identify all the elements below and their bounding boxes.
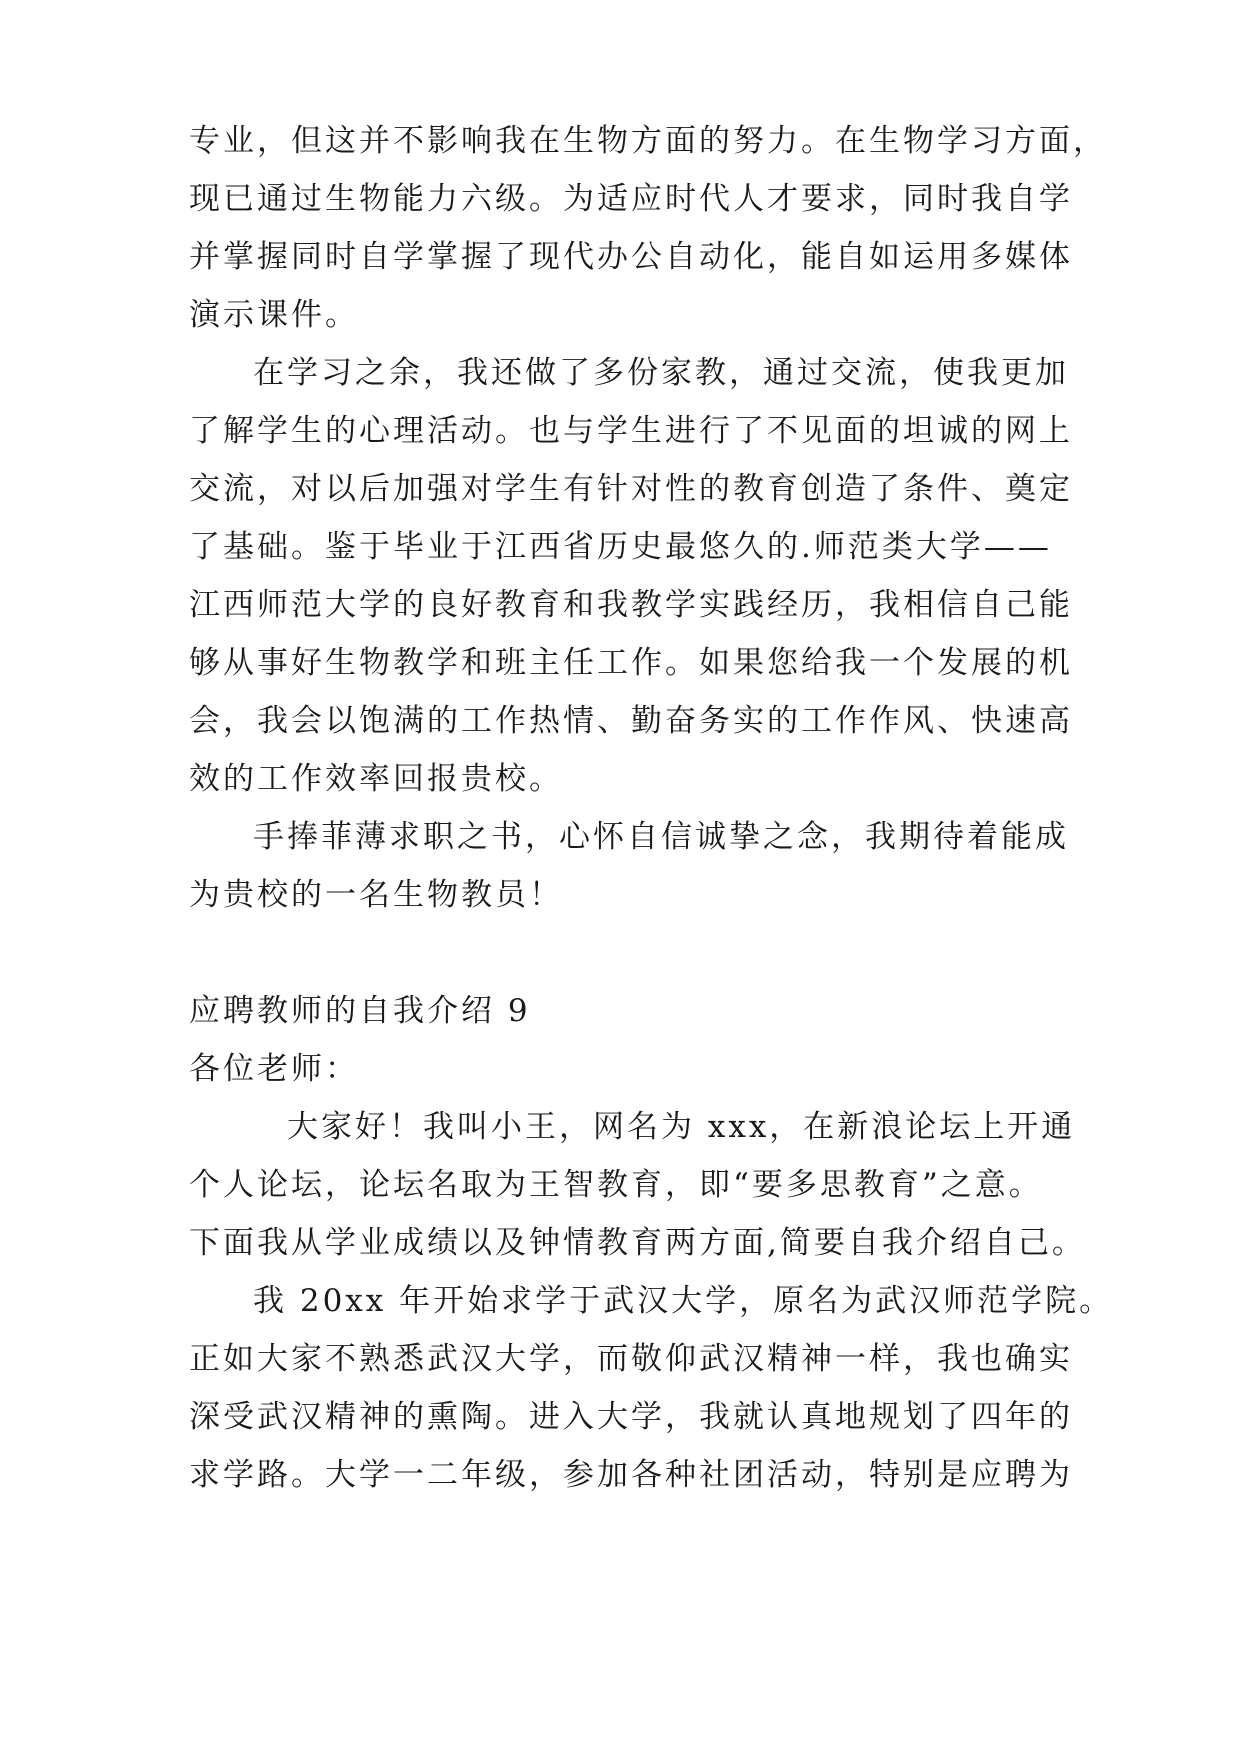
text-line: 效的工作效率回报贵校。: [189, 761, 563, 797]
text-line: 现已通过生物能力六级。为适应时代人才要求，同时我自学: [189, 181, 1073, 217]
text-line: 够从事好生物教学和班主任工作。如果您给我一个发展的机: [189, 645, 1073, 681]
section-heading: 应聘教师的自我介绍 9: [189, 993, 531, 1029]
text-line: 会，我会以饱满的工作热情、勤奋务实的工作作风、快速高: [189, 703, 1073, 739]
text-line: 并掌握同时自学掌握了现代办公自动化，能自如运用多媒体: [189, 239, 1073, 275]
text-line: 专业，但这并不影响我在生物方面的努力。在生物学习方面，: [189, 123, 1107, 159]
text-line: 正如大家不熟悉武汉大学，而敬仰武汉精神一样，我也确实: [189, 1341, 1073, 1377]
text-line: 江西师范大学的良好教育和我教学实践经历，我相信自己能: [189, 587, 1073, 623]
document-body: [189, 112, 1114, 1504]
text-line: 了基础。鉴于毕业于江西省历史最悠久的.师范类大学——: [189, 529, 1052, 565]
text-line: 在学习之余，我还做了多份家教，通过交流，使我更加: [253, 355, 1069, 391]
text-line: 我 20xx 年开始求学于武汉大学，原名为武汉师范学院。: [253, 1283, 1114, 1319]
text-line: 下面我从学业成绩以及钟情教育两方面,简要自我介绍自己。: [189, 1225, 1086, 1261]
salutation: 各位老师：: [189, 1051, 359, 1087]
text-line: 了解学生的心理活动。也与学生进行了不见面的坦诚的网上: [189, 413, 1073, 449]
text-line: 交流，对以后加强对学生有针对性的教育创造了条件、奠定: [189, 471, 1073, 507]
text-line: 大家好！我叫小王，网名为 xxx，在新浪论坛上开通: [287, 1109, 1076, 1145]
text-line: 手捧菲薄求职之书，心怀自信诚挚之念，我期待着能成: [253, 819, 1069, 855]
text-line: 个人论坛，论坛名取为王智教育，即“要多思教育”之意。: [189, 1167, 1043, 1203]
text-line: 求学路。大学一二年级，参加各种社团活动，特别是应聘为: [189, 1457, 1073, 1493]
paragraph-gap: [189, 924, 1069, 982]
text-line: 深受武汉精神的熏陶。进入大学，我就认真地规划了四年的: [189, 1399, 1073, 1435]
text-line: 演示课件。: [189, 297, 359, 333]
text-line: 为贵校的一名生物教员！: [189, 877, 563, 913]
